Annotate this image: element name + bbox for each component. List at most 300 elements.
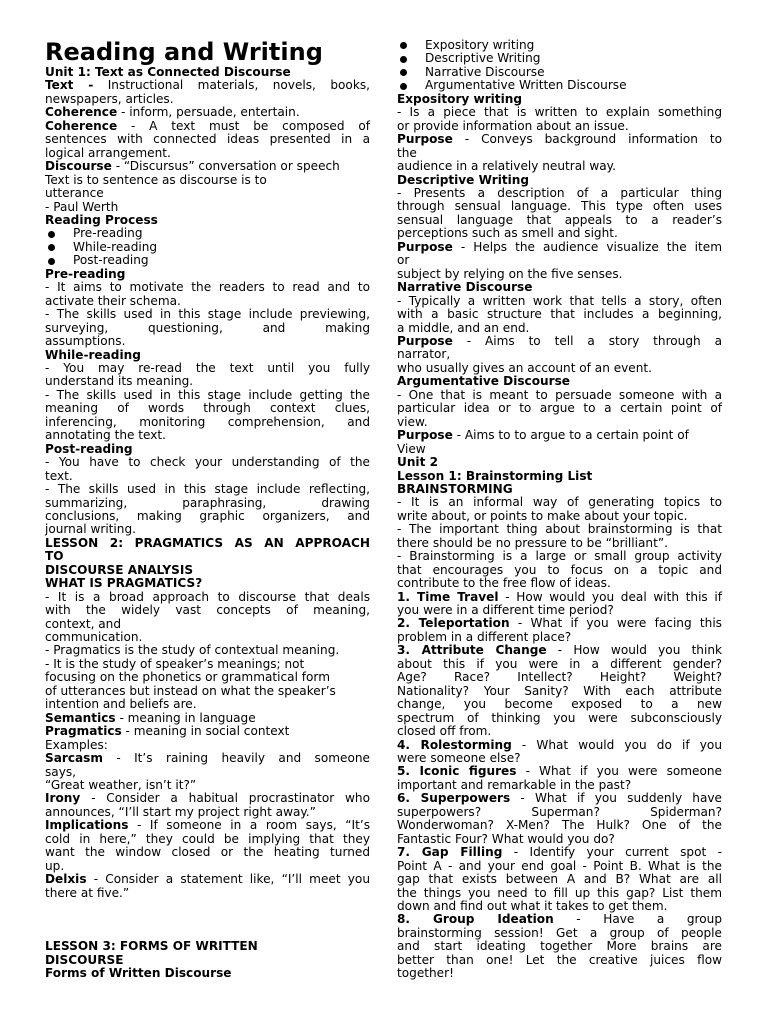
section-heading [397,375,722,388]
text-line [397,712,722,725]
line-text: closed off from. [397,724,492,739]
line-text: - Have a group [553,912,722,927]
bullet-icon [400,69,407,76]
term-label: 4. Rolestorming [397,737,512,752]
section-heading [45,564,370,577]
section-heading [45,550,370,563]
line-text: conclusions, making graphic organizers, and [45,508,370,523]
text-line [45,187,370,200]
line-text: Point A - and your end goal - Point B. What is the [397,858,722,873]
section-heading [397,174,722,187]
line-text: announces, “I’ll start my project right away.” [45,804,316,819]
line-text: - You may re-read the text until you fully [45,360,370,375]
line-text: - What if you suddenly have [510,791,722,806]
text-line [45,295,370,308]
text-line [397,739,722,752]
line-text: Descriptive Writing [397,172,530,187]
line-text: audience in a relatively neutral way. [397,159,616,174]
text-line [45,739,370,752]
text-line [45,671,370,684]
bullet-text: While-reading [73,239,158,254]
line-text: - Aims to to argue to a certain point of [452,428,689,443]
line-text: through sensual language. This type often uses [397,199,722,214]
text-line [397,617,722,630]
text-line [397,752,722,765]
term-label: Pragmatics [45,724,122,739]
bullet-item [45,254,370,267]
line-text: - What would you do if you [511,737,722,752]
text-line [397,873,722,886]
text-line [397,833,722,846]
line-text: want the window closed or the heating turned [45,845,370,860]
term-label: Semantics [45,710,116,725]
text-line [397,604,722,617]
line-text: there at five.” [45,885,130,900]
line-text: there should be no pressure to be “brilliant”. [397,535,668,550]
text-line [397,698,722,711]
text-line [397,308,722,321]
line-text: gap that exists between A and B? What are all [397,872,722,887]
line-text: - It is the study of speaker’s meanings; not [45,656,305,671]
line-text: you were in a different time period? [397,603,614,618]
bullet-icon [48,244,55,251]
line-text: - Pragmatics is the study of contextual meaning. [45,643,340,658]
text-line [397,927,722,940]
section-heading [45,268,370,281]
line-text: a middle, and an end. [397,320,530,335]
line-text: or [397,253,410,268]
bullet-item [397,79,722,92]
text-line [397,550,722,563]
section-heading [45,443,370,456]
line-text: Nationality? Your Sanity? With each attribute [397,683,722,698]
text-line [45,712,370,725]
text-line [45,160,370,173]
text-line [45,510,370,523]
bullet-icon [400,83,407,90]
line-text: focusing on the phonetics or grammatical form [45,670,330,685]
line-text: LESSON 3: FORMS OF WRITTEN [45,939,258,954]
section-heading [45,349,370,362]
text-line [45,456,370,469]
line-text: sensual language that appeals to a reader’s [397,212,722,227]
text-line [397,160,722,173]
text-line [45,806,370,819]
line-text: Text is to sentence as discourse is to [45,172,267,187]
line-text: utterance [45,186,104,201]
line-text: together! [397,966,454,981]
text-line [397,806,722,819]
line-text: who usually gives an account of an event. [397,360,652,375]
line-text: - Conveys background information to [452,132,722,147]
line-text: - It is an informal way of generating topics to [397,495,722,510]
line-text: better than one! Let the creative juices flow [397,952,722,967]
line-text: Instructional materials, novels, books, [93,78,370,93]
line-text: - The skills used in this stage include previewing, [45,307,370,322]
line-text: of utterances but instead on what the speaker’s [45,683,336,698]
line-text: contribute to the free flow of ideas. [397,576,611,591]
text-line [45,375,370,388]
text-line [45,483,370,496]
line-text: - Presents a description of a particular thing [397,185,722,200]
text-line [45,429,370,442]
line-text: - It’s raining heavily and someone [102,751,370,766]
line-text: Post-reading [45,441,133,456]
term-label: Purpose [397,239,453,254]
line-text: LESSON 2: PRAGMATICS AS AN APPROACH [45,535,370,550]
line-text: Pre-reading [45,266,126,281]
term-label: Coherence [45,118,118,133]
section-heading [397,483,722,496]
line-text: - It aims to motivate the readers to read and to [45,280,370,295]
line-text: that encourages you to focus on a topic and [397,562,722,577]
term-label: Discourse [45,159,112,174]
line-text: problem in a different place? [397,629,572,644]
text-line [45,725,370,738]
term-label: 5. Iconic figures [397,764,517,779]
line-text: - Brainstorming is a large or small group activity [397,549,722,564]
line-text: Lesson 1: Brainstorming List [397,468,593,483]
line-text: While-reading [45,347,141,362]
line-text: important and remarkable in the past? [397,777,632,792]
text-line [45,335,370,348]
bullet-icon [400,56,407,63]
text-line [397,362,722,375]
text-line [397,671,722,684]
text-line [397,765,722,778]
line-text: annotating the text. [45,428,166,443]
line-text: Unit 2 [397,455,438,470]
line-text: - What if you were facing this [509,616,722,631]
text-line [45,604,370,617]
text-line [397,389,722,402]
bullet-icon [400,42,407,49]
line-text: - If someone in a room says, “It’s [128,818,370,833]
text-line [397,900,722,913]
term-label: 8. Group Ideation [397,912,554,927]
text-line [397,792,722,805]
document-title: Reading and Writing [45,38,323,66]
text-line [397,591,722,604]
line-text: summarizing, paraphrasing, drawing [45,495,370,510]
text-line [397,120,722,133]
text-line [397,685,722,698]
text-line [45,322,370,335]
text-line [45,819,370,832]
text-line [397,187,722,200]
line-text: - Identify your current spot - [502,845,722,860]
text-line [397,860,722,873]
text-line [45,873,370,886]
line-text: perceptions such as smell and sight. [397,226,618,241]
text-line [397,348,722,361]
bullet-item [45,241,370,254]
text-line [45,147,370,160]
line-text: with a basic structure that includes a beginning, [397,307,722,322]
line-text: intention and beliefs are. [45,697,197,712]
text-line [397,443,722,456]
term-label: 2. Teleportation [397,616,510,631]
line-text: - meaning in social context [121,724,290,739]
term-label: Sarcasm [45,751,103,766]
text-line [397,429,722,442]
bullet-text: Post-reading [73,253,149,268]
text-line [397,940,722,953]
line-text: newspapers, articles. [45,91,174,106]
term-label: Coherence [45,105,118,120]
text-line [45,416,370,429]
line-text: TO [45,549,64,564]
line-text: - What if you were someone [516,764,722,779]
text-line [397,523,722,536]
line-text: were someone else? [397,751,521,766]
text-line [45,631,370,644]
text-line [45,497,370,510]
line-text: - The important thing about brainstorming is that [397,522,722,537]
text-line [397,200,722,213]
line-text: Argumentative Discourse [397,374,571,389]
line-text: DISCOURSE ANALYSIS [45,562,194,577]
text-line [45,402,370,415]
term-label: Text - [45,78,94,93]
bullet-text: Argumentative Written Discourse [425,78,627,93]
text-line [45,792,370,805]
line-text: - Aims to tell a story through a [452,333,722,348]
spacer [45,900,370,940]
term-label: Irony [45,791,81,806]
bullet-text: Descriptive Writing [425,51,541,66]
text-line [45,685,370,698]
line-text: - Typically a written work that tells a story, often [397,293,722,308]
text-line [397,631,722,644]
line-text: spectrum of thinking you were subconsciously [397,710,722,725]
bullet-item [45,227,370,240]
text-line [397,658,722,671]
text-line [397,106,722,119]
line-text: down and find out what it takes to get them. [397,899,668,913]
line-text: View [397,441,426,456]
line-text: inferencing, monitoring comprehension, and [45,414,370,429]
text-line [397,779,722,792]
text-line [45,752,370,765]
line-text: Forms of Written Discourse [45,966,232,980]
text-line [45,106,370,119]
line-text: cold in here,” they could be implying that they [45,831,370,846]
text-line [397,402,722,415]
line-text: journal writing. [45,522,136,537]
line-text: meaning of words through context clues, [45,401,370,416]
bullet-item [397,52,722,65]
term-label: Delxis [45,872,87,887]
bullet-text: Narrative Discourse [425,64,545,79]
text-line [397,416,722,429]
text-line [45,362,370,375]
line-text: the [397,145,417,160]
term-label: 6. Superpowers [397,791,511,806]
line-text: says, [45,764,77,779]
line-text: Fantastic Four? What would you do? [397,831,615,846]
term-label: Purpose [397,428,453,443]
line-text: write about, or points to make about your topic. [397,508,688,523]
line-text: DISCOURSE [45,952,124,967]
line-text: - Helps the audience visualize the item [452,239,722,254]
line-text: - Consider a habitual procrastinator who [80,791,370,806]
line-text: - inform, persuade, entertain. [117,105,300,120]
line-text: surveying, questioning, and making [45,320,370,335]
text-line [45,120,370,133]
line-text: - You have to check your understanding of the [45,455,370,470]
line-text: - Consider a statement like, “I’ll meet you [86,872,370,887]
line-text: WHAT IS PRAGMATICS? [45,576,203,591]
line-text: narrator, [397,347,451,362]
line-text: view. [397,414,428,429]
section-heading [45,577,370,590]
line-text: - meaning in language [115,710,256,725]
text-line [45,618,370,631]
text-line [45,887,370,900]
text-line [397,295,722,308]
text-line [397,725,722,738]
text-line [397,496,722,509]
line-text: subject by relying on the five senses. [397,266,623,281]
bullet-icon [48,231,55,238]
section-heading [45,66,370,79]
text-line [397,322,722,335]
text-line [45,201,370,214]
text-line [45,644,370,657]
line-text: Wonderwoman? X-Men? The Hulk? One of the [397,818,722,833]
line-text: Reading Process [45,212,158,227]
term-label: 3. Attribute Change [397,643,547,658]
text-line [45,779,370,792]
section-heading [397,456,722,469]
text-line [397,967,722,980]
text-line [45,93,370,106]
text-line [397,254,722,267]
bullet-icon [48,258,55,265]
line-text: particular idea or to argue to a certain point of [397,401,722,416]
text-line [45,523,370,536]
line-text: - The skills used in this stage include getting the [45,387,370,402]
line-text: - Is a piece that is written to explain something [397,105,722,120]
text-line [45,698,370,711]
line-text: assumptions. [45,334,126,349]
text-line [397,954,722,967]
text-line [397,335,722,348]
text-line [45,133,370,146]
section-heading [397,470,722,483]
line-text: sentences with connected ideas presented in a [45,132,370,147]
section-heading [397,281,722,294]
text-line [45,766,370,779]
text-line [397,564,722,577]
section-heading [45,537,370,550]
text-line [45,591,370,604]
term-label: Implications [45,818,129,833]
text-line [397,147,722,160]
text-line [45,79,370,92]
line-text: - How would you think [546,643,722,658]
line-text: with the widely vast concepts of meaning, [45,603,370,618]
line-text: understand its meaning. [45,374,194,389]
right-column [397,39,722,981]
text-line [397,241,722,254]
line-text: text. [45,468,73,483]
line-text: - One that is meant to persuade someone with a [397,387,722,402]
line-text: “Great weather, isn’t it?” [45,778,197,793]
line-text: - Paul Werth [45,199,119,214]
text-line [397,537,722,550]
text-line [397,819,722,832]
line-text: Narrative Discourse [397,280,533,295]
text-line [397,913,722,926]
line-text: - It is a broad approach to discourse that deals [45,589,370,604]
term-label: Purpose [397,132,453,147]
line-text: change, you become exposed to a new [397,697,722,712]
line-text: or provide information about an issue. [397,118,629,133]
section-heading [397,93,722,106]
text-line [397,644,722,657]
left-column [45,38,370,980]
section-heading [45,940,370,953]
text-line [397,510,722,523]
text-line [397,887,722,900]
line-text: the things you need to fill up this gap? List them [397,885,722,900]
line-text: communication. [45,630,143,645]
section-heading [45,954,370,967]
line-text: BRAINSTORMING [397,481,513,496]
line-text: superpowers? Superman? Spiderman? [397,804,722,819]
line-text: Unit 1: Text as Connected Discourse [45,65,291,79]
text-line [45,281,370,294]
text-line [397,577,722,590]
line-text: context, and [45,616,122,631]
text-line [45,833,370,846]
text-line [397,227,722,240]
line-text: Expository writing [397,91,522,106]
section-heading [45,214,370,227]
line-text: - The skills used in this stage include reflecting, [45,482,370,497]
bullet-text: Expository writing [425,38,535,52]
bullet-text: Pre-reading [73,226,143,241]
section-heading [45,967,370,980]
line-text: activate their schema. [45,293,181,308]
line-text: Examples: [45,737,108,752]
text-line [45,308,370,321]
text-line [45,174,370,187]
line-text: - “Discursus” conversation or speech [111,159,340,174]
line-text: logical arrangement. [45,145,171,160]
line-text: and start ideating together More brains are [397,939,722,954]
line-text: brainstorming session! Get a group of people [397,925,722,940]
line-text: Age? Race? Intellect? Height? Weight? [397,670,722,685]
term-label: 1. Time Travel [397,589,499,604]
line-text: about this if you were in a different gender? [397,656,722,671]
text-line [45,658,370,671]
text-line [397,846,722,859]
text-line [45,860,370,873]
text-line [397,214,722,227]
line-text: - A text must be composed of [117,118,370,133]
text-line [397,133,722,146]
bullet-item [397,39,722,52]
term-label: 7. Gap Filling [397,845,503,860]
text-line [45,389,370,402]
line-text: up. [45,858,65,873]
term-label: Purpose [397,333,453,348]
text-line [45,470,370,483]
text-line [45,846,370,859]
